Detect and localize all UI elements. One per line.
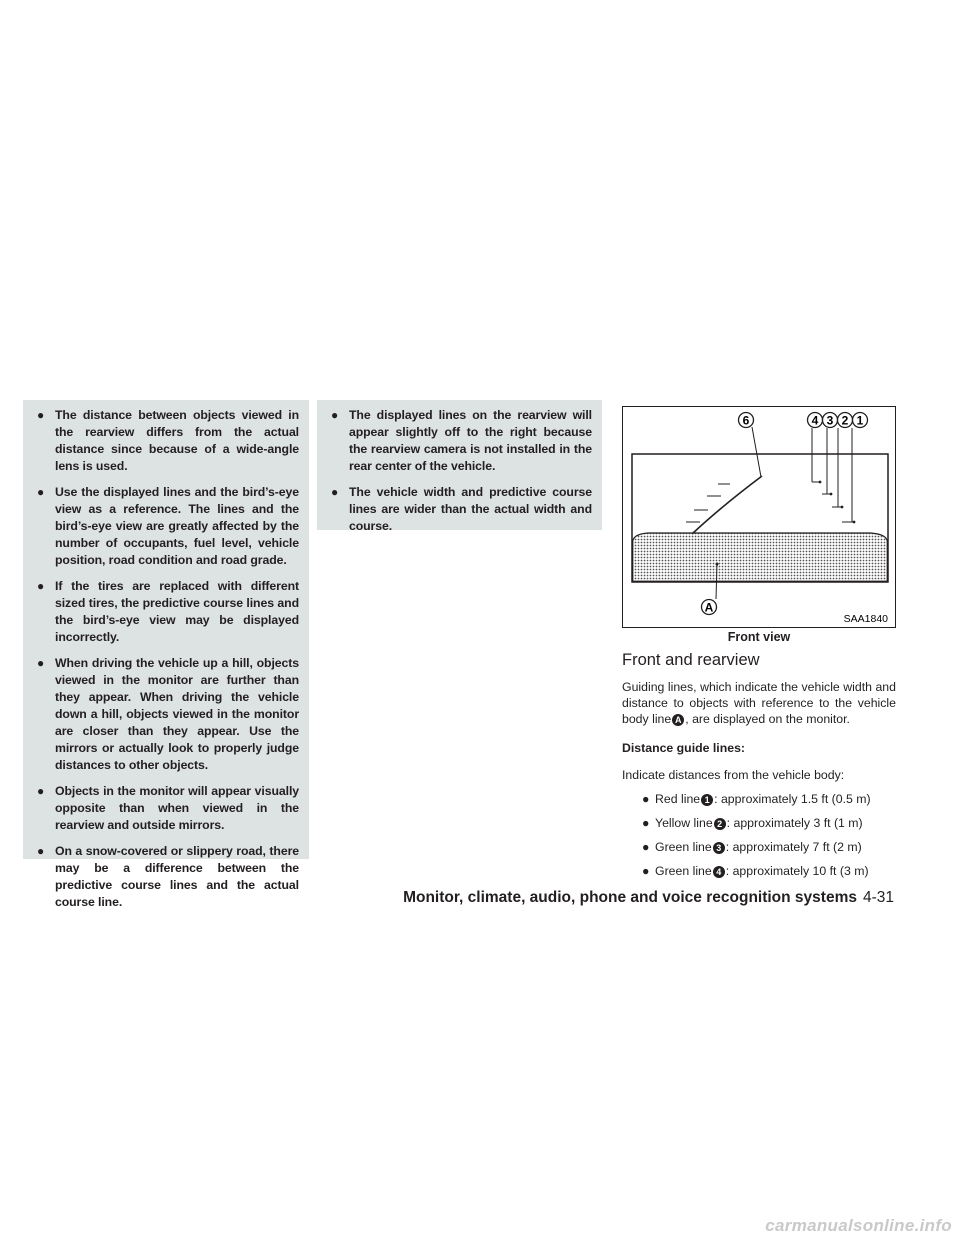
figure-code: SAA1840 xyxy=(843,613,888,625)
number-4-icon: 4 xyxy=(713,866,725,878)
callout-4 xyxy=(808,413,823,428)
page-number: 4-31 xyxy=(862,889,894,906)
distance-item: ● Yellow line 2 : approximately 3 ft (1 m) xyxy=(642,816,863,830)
number-3-icon: 3 xyxy=(713,842,725,854)
svg-text:A: A xyxy=(704,600,714,615)
caution-item: ● When driving the vehicle up a hill, objects viewed in the monitor are further than they appear. When driving the vehicle down a hill, objects viewed in the monitor are closer than they appear. Use the mirrors or actually look to properly judge distances to other objects. xyxy=(37,656,299,772)
subheading: Distance guide lines: xyxy=(622,741,745,755)
caution-item: ● The vehicle width and predictive course lines are wider than the actual width and course. xyxy=(331,485,592,533)
number-2-icon: 2 xyxy=(714,818,726,830)
figure-caption: Front view xyxy=(727,630,791,644)
svg-text:3: 3 xyxy=(826,413,834,428)
marker-a-icon: A xyxy=(672,714,684,726)
indicate-text: Indicate distances from the vehicle body: xyxy=(622,768,845,782)
watermark: carmanualsonline.info xyxy=(765,1216,952,1235)
footer-section: Monitor, climate, audio, phone and voice recognition systems xyxy=(403,889,857,906)
callout-3 xyxy=(823,413,838,428)
intro-paragraph: Guiding lines, which indicate the vehicle width and distance to objects with reference to the vehicle body line A , are displayed on the monitor. xyxy=(622,680,896,726)
distance-item: ● Green line 4 : approximately 10 ft (3 m) xyxy=(642,864,869,878)
section-title: Front and rearview xyxy=(622,651,760,669)
callout-1 xyxy=(853,413,868,428)
caution-item: ● If the tires are replaced with different sized tires, the predictive course lines and the bird’s-eye view may be displayed incorrectly. xyxy=(37,579,299,644)
page-footer xyxy=(403,889,894,907)
caution-box-middle xyxy=(317,400,602,533)
caution-item: ● Use the displayed lines and the bird’s-eye view as a reference. The lines and the bird’s-eye view are greatly affected by the number of occupants, fuel level, vehicle position, road condition and road grade. xyxy=(37,485,299,567)
number-1-icon: 1 xyxy=(701,794,713,806)
caution-box-left xyxy=(23,400,309,909)
svg-text:2: 2 xyxy=(841,413,849,428)
caution-item: ● On a snow-covered or slippery road, there may be a difference between the predictive course lines and the actual course line. xyxy=(37,844,299,909)
distance-item: ● Red line 1 : approximately 1.5 ft (0.5 m) xyxy=(642,792,871,806)
distance-item: ● Green line 3 : approximately 7 ft (2 m) xyxy=(642,840,862,854)
front-view-diagram xyxy=(622,406,896,628)
caution-item: ● The distance between objects viewed in the rearview differs from the actual distance since because of a wide-angle lens is used. xyxy=(37,408,299,473)
callout-a xyxy=(702,600,717,615)
callout-2 xyxy=(838,413,853,428)
caution-item: ● The displayed lines on the rearview will appear slightly off to the right because the rearview camera is not installed in the rear center of the vehicle. xyxy=(331,408,592,473)
caution-item: ● Objects in the monitor will appear visually opposite than when viewed in the rearview and outside mirrors. xyxy=(37,784,299,832)
svg-text:4: 4 xyxy=(811,413,819,428)
vehicle-body-area xyxy=(633,533,888,581)
svg-text:6: 6 xyxy=(742,413,750,428)
callout-6 xyxy=(739,413,754,428)
svg-text:1: 1 xyxy=(856,413,864,428)
